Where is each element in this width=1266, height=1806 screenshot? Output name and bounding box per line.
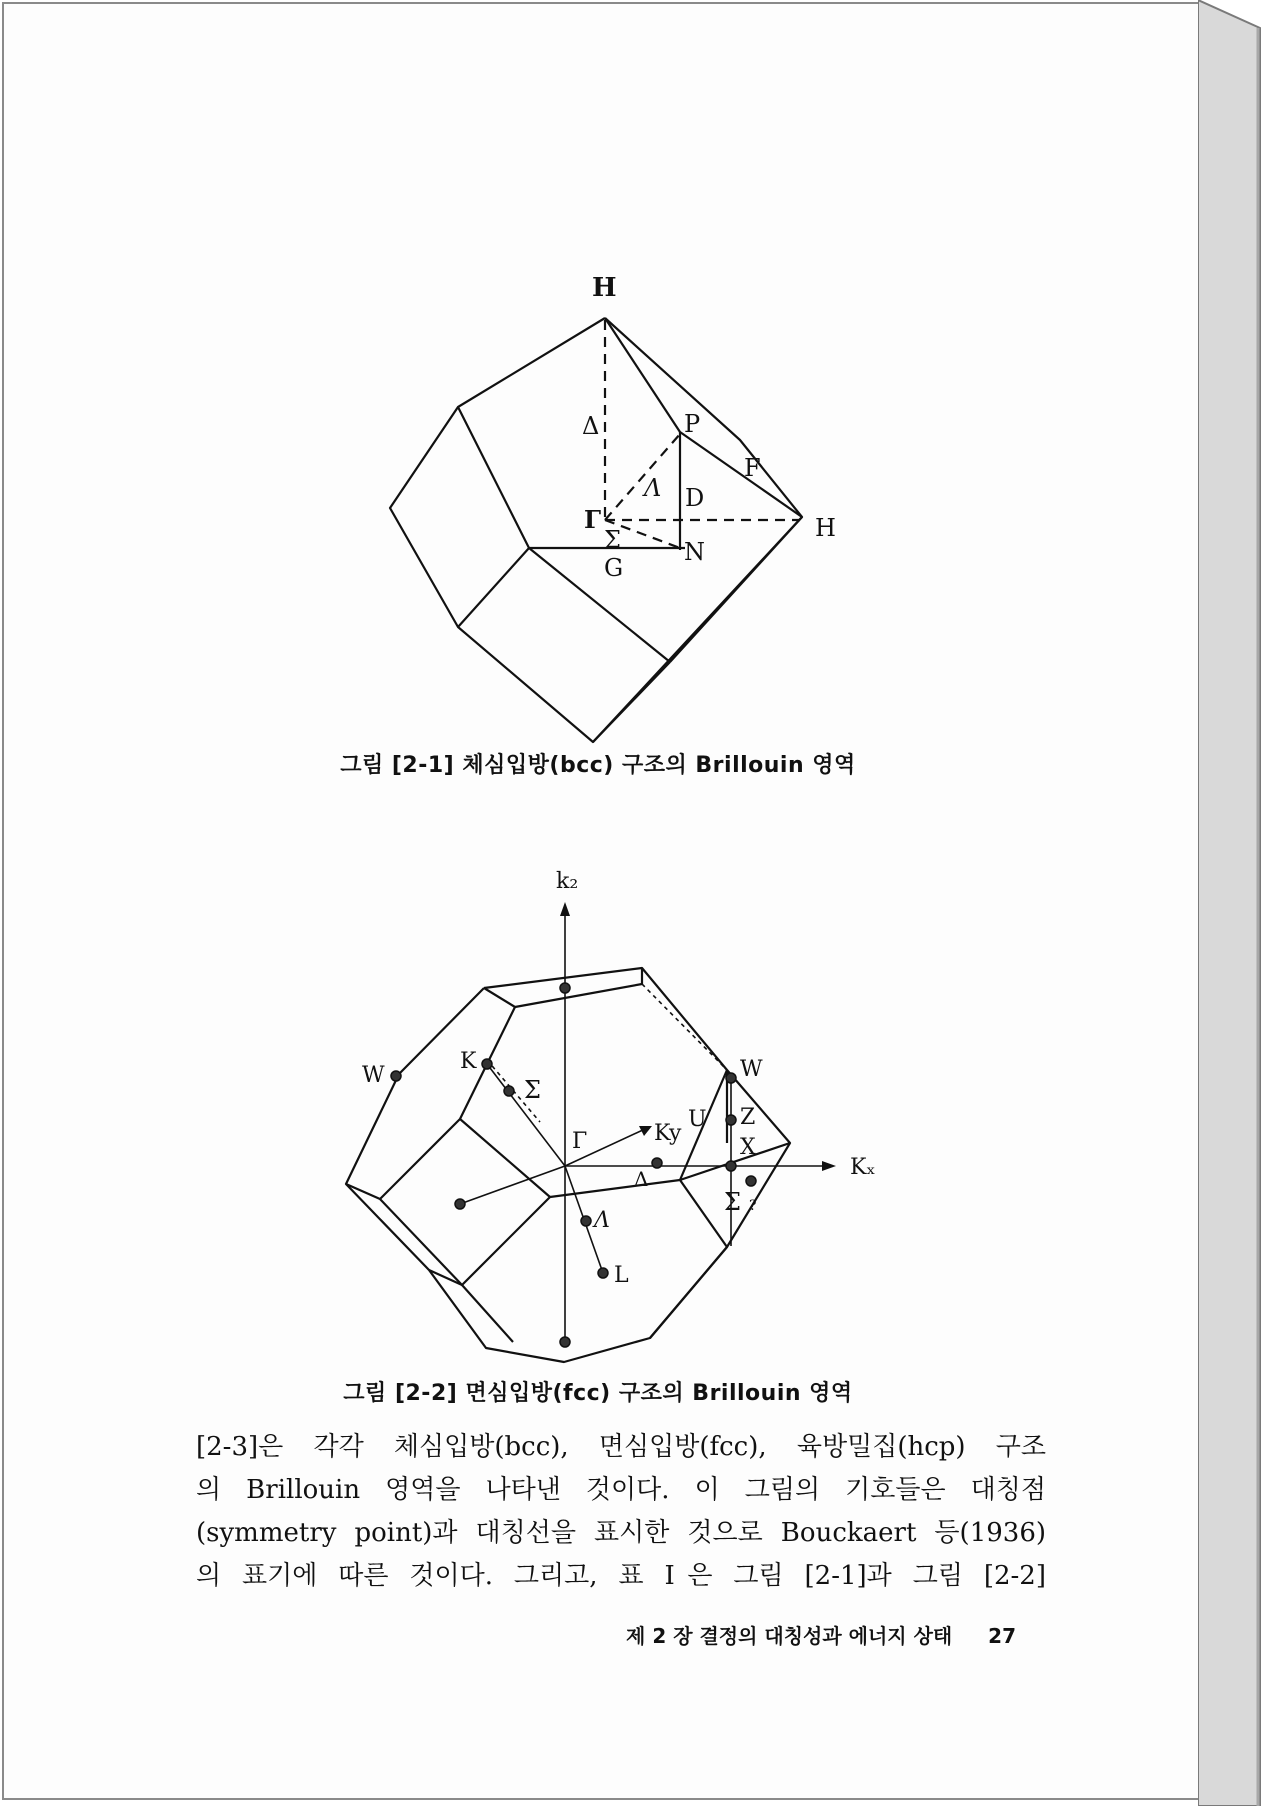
label-sigma-lower: Σ [724,1188,741,1216]
label-delta: Δ [582,412,600,440]
label-lambda-fcc: Λ [594,1208,610,1233]
figure2-caption: 그림 [2-2] 면심입방(fcc) 구조의 Brillouin 영역 [343,1381,853,1406]
label-p: P [684,410,701,438]
body-line-2: 의 Brillouin 영역을 나타낸 것이다. 이 그림의 기호들은 대칭점 [196,1475,1046,1505]
label-k: K [460,1049,477,1074]
body-line-1: [2-3]은 각각 체심입방(bcc), 면심입방(fcc), 육방밀집(hcp) 구조 [196,1432,1046,1462]
label-x: X [740,1135,756,1160]
label-d: D [685,484,705,512]
page-footer [556,1620,1016,1649]
label-n: N [684,538,705,566]
label-w-right: W [740,1057,763,1082]
label-sigma-upper: Σ [524,1076,541,1104]
label-f: F [744,454,761,482]
label-ky: Ky [654,1121,682,1146]
label-small-mark: ? [749,1198,757,1214]
label-lambda: Λ [644,474,662,502]
label-z: Z [740,1105,756,1130]
label-kz: k₂ [556,869,579,894]
body-line-4: 의 표기에 따른 것이다. 그리고, 표 Ⅰ은 그림 [2-1]과 그림 [2-2] [196,1561,1046,1591]
label-kx: Kₓ [850,1155,876,1180]
label-w-left: W [362,1063,385,1088]
figure1-caption: 그림 [2-1] 체심입방(bcc) 구조의 Brillouin 영역 [340,753,856,778]
label-g: G [604,554,624,582]
label-h-top: H [592,273,617,303]
label-l: L [614,1263,629,1288]
body-line-3: (symmetry point)과 대칭선을 표시한 것으로 Bouckaert 등(1936) [196,1518,1046,1548]
body-paragraph [196,1426,1046,1598]
label-u: U [688,1107,707,1132]
label-delta-fcc: Δ [634,1167,649,1191]
label-h-right: H [815,514,836,542]
label-sigma: Σ [604,526,621,554]
label-gamma-fcc: Γ [572,1129,588,1154]
label-gamma: Γ [584,505,602,534]
page-number: 27 [988,1624,1016,1648]
book-page-edge [1198,0,1266,1806]
chapter-title: 제 2 장 결정의 대칭성과 에너지 상태 [626,1624,953,1648]
